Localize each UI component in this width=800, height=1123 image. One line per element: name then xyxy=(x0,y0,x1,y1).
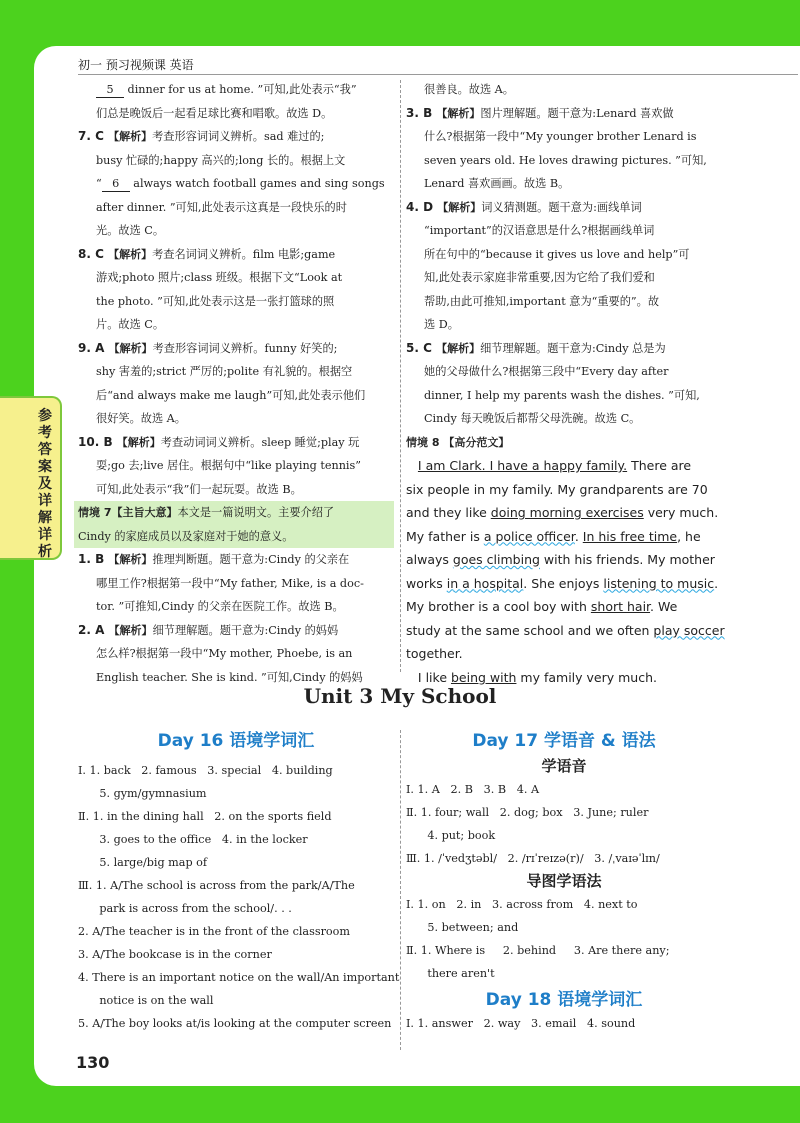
essay-text: . She enjoys xyxy=(523,575,604,591)
day16-answer-line: 4. There is an important notice on the wall/An important xyxy=(78,971,400,984)
answer-blank: 6 xyxy=(102,177,130,192)
line-text: 考查动词词义辨析。sleep 睡觉;play 玩 xyxy=(160,435,360,449)
question-number: 9. xyxy=(78,340,96,355)
left-line xyxy=(78,454,394,478)
left-line xyxy=(78,619,394,643)
top-green-band xyxy=(0,0,800,44)
day16-answer-line: 3. A/The bookcase is in the corner xyxy=(78,948,272,961)
essay-line xyxy=(406,454,722,478)
line-text: always watch football games and sing songs xyxy=(129,177,385,190)
line-text: 她的父母做什么?根据第三段中“Every day after xyxy=(424,365,669,378)
analysis-tag: 【解析】 xyxy=(108,623,153,637)
question-number: 5. xyxy=(406,340,424,355)
left-line xyxy=(78,196,394,220)
essay-text: my family very much. xyxy=(516,669,657,685)
line-text: 考查名词词义辨析。film 电影;game xyxy=(152,247,336,261)
day18-title: Day 18 语境学词汇 xyxy=(485,990,643,1010)
analysis-tag: 【解析】 xyxy=(437,200,482,214)
day16-answer-line: Ⅱ. 1. in the dining hall 2. on the sports field xyxy=(78,810,332,823)
day16-answer-line: notice is on the wall xyxy=(78,994,214,1007)
left-line xyxy=(78,266,394,290)
left-line xyxy=(74,501,394,525)
essay-text: . xyxy=(714,575,719,591)
question-number: 10. xyxy=(78,434,104,449)
line-text: Lenard 喜欢画画。故选 B。 xyxy=(424,177,570,190)
line-text: 细节理解题。题干意为:Cindy 总是为 xyxy=(480,341,666,355)
line-text: 游戏;photo 照片;class 班级。根据下文“Look at xyxy=(96,271,343,284)
essay-text: always xyxy=(406,552,453,567)
line-text: 本文是一篇说明文。主要介绍了 xyxy=(177,506,335,519)
line-text: “ xyxy=(96,177,102,190)
grammar-answer-line: 5. between; and xyxy=(406,921,519,934)
essay-highlight: I am Clark. I have a happy family. xyxy=(417,458,628,473)
left-line xyxy=(78,149,394,173)
question-number: 3. xyxy=(406,105,424,120)
line-text: 帮助,由此可推知,important 意为“重要的”。故 xyxy=(424,294,660,308)
right-line xyxy=(406,243,722,267)
line-text: after dinner. ”可知,此处表示这真是一段快乐的时 xyxy=(96,200,347,214)
right-line xyxy=(406,266,722,290)
essay-line xyxy=(406,478,722,502)
essay-highlight: short hair xyxy=(590,599,651,614)
right-line xyxy=(406,78,722,102)
essay-line xyxy=(406,525,722,549)
right-line xyxy=(406,337,722,361)
essay-text: study at the same school and we often xyxy=(406,622,654,638)
line-text: 词义猜测题。题干意为:画线单词 xyxy=(481,200,642,214)
line-text: 片。故选 C。 xyxy=(96,318,165,331)
day16-answer-line: 5. large/big map of xyxy=(78,856,208,869)
line-text: Cindy 的家庭成员以及家庭对于她的意义。 xyxy=(78,529,294,543)
left-line xyxy=(78,548,394,572)
grammar-answer-line: Ⅱ. 1. Where is 2. behind 3. Are there any; xyxy=(406,944,670,957)
line-text: 考查形容词词义辨析。sad 难过的; xyxy=(152,130,325,143)
day16-section xyxy=(78,730,400,1035)
day16-answer-line: 5. gym/gymnasium xyxy=(78,787,207,800)
line-text: shy 害羞的;strict 严厉的;polite 有礼貌的。根据空 xyxy=(96,365,353,378)
section-tag: 【主旨大意】 xyxy=(111,506,178,519)
line-text: 什么?根据第一段中“My younger brother Lenard is xyxy=(424,130,697,143)
line-text: 耍;go 去;live 居住。根据句中“like playing tennis” xyxy=(96,459,361,472)
analysis-tag: 【解析】 xyxy=(108,341,153,355)
left-line xyxy=(78,102,394,126)
day16-answer-line: park is across from the school/. . . xyxy=(78,902,292,915)
day16-title: Day 16 语境学词汇 xyxy=(157,731,315,751)
essay-text: There are xyxy=(627,458,692,473)
column-divider-top xyxy=(400,80,401,672)
left-line xyxy=(78,290,394,314)
analysis-tag: 【解析】 xyxy=(436,341,481,355)
phonics-answer-line: Ⅰ. 1. A 2. B 3. B 4. A xyxy=(406,783,540,796)
essay-text: and they like xyxy=(406,505,491,520)
line-text: 很善良。故选 A。 xyxy=(424,83,514,96)
essay-text: together. xyxy=(406,646,463,661)
header-divider xyxy=(78,74,798,75)
essay-line xyxy=(406,642,722,666)
line-text: 考查形容词词义辨析。funny 好笑的; xyxy=(152,341,338,355)
essay-highlight: doing morning exercises xyxy=(490,505,644,520)
line-text: 后“and always make me laugh”可知,此处表示他们 xyxy=(96,388,366,402)
left-line xyxy=(78,78,394,102)
answer-letter: C xyxy=(423,340,437,355)
line-text: dinner for us at home. ”可知,此处表示“我” xyxy=(124,83,357,96)
essay-text: . xyxy=(574,528,583,544)
question-number: 8. xyxy=(78,246,96,261)
essay-line xyxy=(406,619,725,643)
essay-text: . We xyxy=(650,599,678,614)
line-text: 很好笑。故选 A。 xyxy=(96,412,186,425)
left-answer-column xyxy=(78,78,394,689)
question-number: 1. xyxy=(78,552,96,566)
line-text: 知,此处表示家庭非常重要,因为它给了我们爱和 xyxy=(424,271,655,284)
essay-text: very much. xyxy=(643,505,719,520)
day16-answer-line: 3. goes to the office 4. in the locker xyxy=(78,833,308,846)
day16-answer-line: Ⅰ. 1. back 2. famous 3. special 4. building xyxy=(78,764,333,777)
day16-answer-line: Ⅲ. 1. A/The school is across from the park/A/The xyxy=(78,879,355,892)
answer-letter: B xyxy=(95,552,109,566)
answer-blank: 5 xyxy=(96,83,124,98)
left-line xyxy=(78,572,394,596)
left-line xyxy=(78,337,394,361)
line-text: 细节理解题。题干意为:Cindy 的妈妈 xyxy=(152,623,339,637)
right-answer-column xyxy=(406,78,725,689)
essay-highlight: In his free time xyxy=(582,528,678,544)
left-line xyxy=(78,172,394,196)
phonics-answer-line: Ⅱ. 1. four; wall 2. dog; box 3. June; ruler xyxy=(406,806,649,819)
line-text: tor. ”可推知,Cindy 的父亲在医院工作。故选 B。 xyxy=(96,600,344,613)
answer-letter: D xyxy=(423,199,438,214)
analysis-tag: 【解析】 xyxy=(108,553,153,566)
day16-answer-line: 5. A/The boy looks at/is looking at the computer screen xyxy=(78,1017,392,1030)
line-text: 可知,此处表示“我”们一起玩耍。故选 B。 xyxy=(96,482,302,496)
analysis-tag: 【解析】 xyxy=(108,247,153,261)
unit-title: Unit 3 My School xyxy=(303,684,497,708)
line-text: “important”的汉语意思是什么?根据画线单词 xyxy=(424,224,655,237)
right-line xyxy=(406,196,722,220)
answer-letter: B xyxy=(423,105,437,120)
essay-text: six people in my family. My grandparents are 70 xyxy=(406,481,708,497)
section-tag: 【高分范文】 xyxy=(443,435,510,449)
answer-letter: B xyxy=(103,434,117,449)
essay-line xyxy=(406,572,722,596)
left-line xyxy=(78,431,394,455)
day17-section xyxy=(406,730,722,1035)
essay-highlight: being with xyxy=(450,669,517,685)
section-label: 情境 8 xyxy=(406,435,444,449)
right-line xyxy=(406,125,722,149)
page-header: 初一 预习视频课 英语 xyxy=(78,58,194,72)
line-text: seven years old. He loves drawing pictures. ”可知, xyxy=(424,153,707,167)
day18-answer-line: Ⅰ. 1. answer 2. way 3. email 4. sound xyxy=(406,1017,636,1030)
line-text: 图片理解题。题干意为:Lenard 喜欢做 xyxy=(480,106,674,120)
analysis-tag: 【解析】 xyxy=(116,435,161,449)
left-line xyxy=(78,478,394,502)
essay-highlight: listening to music xyxy=(603,575,715,591)
line-text: 光。故选 C。 xyxy=(96,224,165,237)
essay-text: , he xyxy=(677,528,701,544)
right-line xyxy=(406,290,722,314)
grammar-answer-line: Ⅰ. 1. on 2. in 3. across from 4. next to xyxy=(406,898,638,911)
left-line xyxy=(78,219,394,243)
page-number: 130 xyxy=(76,1053,110,1072)
side-tab-label: 参考答案及详解详析 xyxy=(38,408,52,560)
essay-text: I like xyxy=(406,669,451,685)
essay-line xyxy=(406,548,722,572)
line-text: 所在句中的“because it gives us love and help”可 xyxy=(424,247,690,261)
left-line xyxy=(78,125,394,149)
left-line xyxy=(78,313,394,337)
phonics-answer-line: Ⅲ. 1. /ˈvedʒtəbl/ 2. /rɪˈreɪzə(r)/ 3. /ˌvaɪəˈlɪn/ xyxy=(406,852,660,865)
left-line xyxy=(78,243,394,267)
day16-answer-line: 2. A/The teacher is in the front of the classroom xyxy=(78,925,351,938)
line-text: dinner, I help my parents wash the dishes. ”可知, xyxy=(424,388,700,402)
right-line xyxy=(406,219,722,243)
column-divider-bottom xyxy=(400,730,401,1050)
line-text: 哪里工作?根据第一段中“My father, Mike, is a doc- xyxy=(96,576,364,590)
line-text: English teacher. She is kind. ”可知,Cindy 的妈妈 xyxy=(96,670,363,684)
essay-text: My brother is a cool boy with xyxy=(406,599,591,614)
right-line xyxy=(406,360,722,384)
line-text: Cindy 每天晚饭后都帮父母洗碗。故选 C。 xyxy=(424,412,641,425)
right-line xyxy=(406,384,722,408)
right-line xyxy=(406,172,722,196)
day17-title: Day 17 学语音 & 语法 xyxy=(472,731,656,751)
essay-line xyxy=(406,501,722,525)
essay-highlight: goes climbing xyxy=(452,552,540,567)
question-number: 4. xyxy=(406,199,424,214)
left-line xyxy=(78,360,394,384)
line-text: busy 忙碌的;happy 高兴的;long 长的。根据上文 xyxy=(96,153,346,167)
question-number: 2. xyxy=(78,622,96,637)
right-line xyxy=(406,102,722,126)
model-essay xyxy=(406,454,725,689)
phonics-subtitle: 学语音 xyxy=(541,757,587,775)
line-text: the photo. ”可知,此处表示这是一张打篮球的照 xyxy=(96,294,335,308)
left-line xyxy=(78,407,394,431)
essay-text: My father is xyxy=(406,528,484,544)
line-text: 怎么样?根据第一段中“My mother, Phoebe, is an xyxy=(96,647,353,660)
essay-text: works xyxy=(406,575,447,591)
essay-text xyxy=(406,458,418,473)
analysis-tag: 【解析】 xyxy=(436,106,481,120)
grammar-answer-line: there aren't xyxy=(406,967,495,980)
essay-highlight: play soccer xyxy=(653,622,725,638)
essay-highlight: a police officer xyxy=(483,528,575,544)
answer-letter: A xyxy=(95,622,109,637)
right-line xyxy=(406,431,722,455)
section-label: 情境 7 xyxy=(78,506,112,519)
left-line xyxy=(78,642,394,666)
essay-highlight: in a hospital xyxy=(446,575,524,591)
essay-text: with his friends. My mother xyxy=(539,552,715,567)
right-line xyxy=(406,407,722,431)
phonics-answer-line: 4. put; book xyxy=(406,829,496,842)
line-text: 们总是晚饭后一起看足球比赛和唱歌。故选 D。 xyxy=(96,106,333,120)
essay-line xyxy=(406,595,722,619)
left-line xyxy=(78,595,394,619)
answer-letter: C xyxy=(95,129,109,143)
right-line xyxy=(406,149,722,173)
line-text: 选 D。 xyxy=(424,318,459,331)
right-line xyxy=(406,313,722,337)
left-line xyxy=(74,525,394,549)
answer-letter: A xyxy=(95,340,109,355)
line-text: 推理判断题。题干意为:Cindy 的父亲在 xyxy=(152,553,350,566)
left-line xyxy=(78,384,394,408)
analysis-tag: 【解析】 xyxy=(108,130,153,143)
grammar-subtitle: 导图学语法 xyxy=(526,872,602,890)
answer-letter: C xyxy=(95,246,109,261)
question-number: 7. xyxy=(78,129,96,143)
